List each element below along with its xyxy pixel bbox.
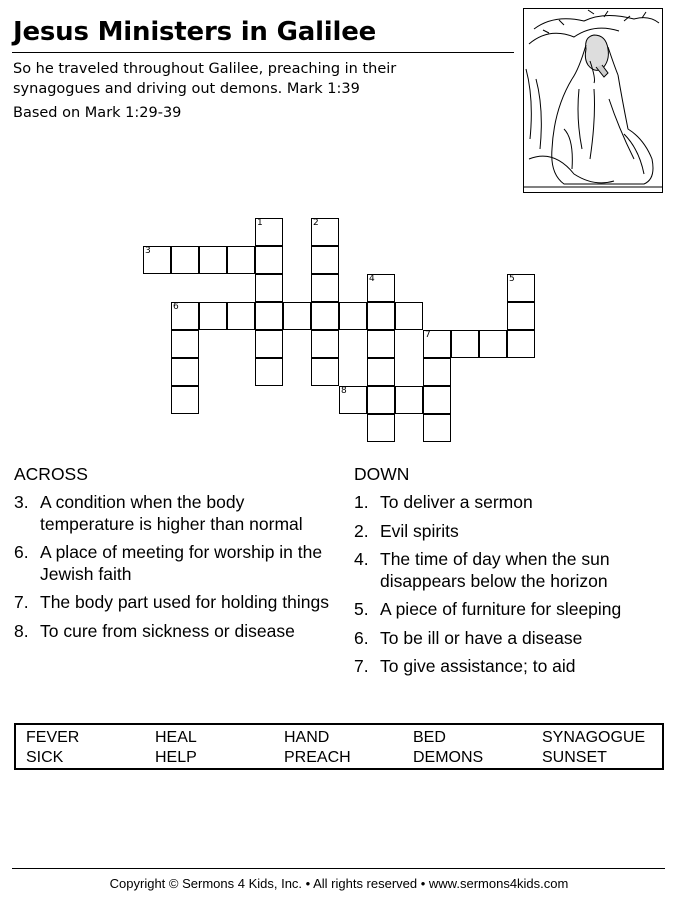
crossword-cell[interactable] (171, 302, 199, 330)
word-bank-item: DEMONS (413, 749, 484, 766)
clue-text: A place of meeting for worship in the Jewish faith (40, 542, 323, 584)
across-clue-list (14, 492, 334, 649)
crossword-cell[interactable] (283, 302, 311, 330)
clue-text: To deliver a sermon (380, 492, 533, 512)
crossword-cell[interactable] (227, 246, 255, 274)
crossword-cell[interactable] (255, 302, 283, 330)
crossword-cell[interactable] (367, 274, 395, 302)
crossword-cell[interactable] (423, 414, 451, 442)
word-bank-item: BED (413, 729, 446, 746)
across-heading: ACROSS (14, 464, 88, 484)
crossword-cell[interactable] (423, 330, 451, 358)
clue-number: 1 (257, 218, 263, 228)
crossword-cell[interactable] (311, 302, 339, 330)
copyright-footer: Copyright © Sermons 4 Kids, Inc. • All rights reserved • www.sermons4kids.com (109, 876, 569, 891)
down-clue (354, 599, 664, 621)
crossword-cell[interactable] (367, 414, 395, 442)
word-bank-item: HELP (155, 749, 197, 766)
crossword-cell[interactable] (199, 246, 227, 274)
clue-text: A piece of furniture for sleeping (380, 599, 622, 619)
word-bank-item: FEVER (26, 729, 80, 746)
down-clue (354, 492, 664, 514)
clue-num: 8. (14, 620, 29, 641)
clue-number: 3 (145, 246, 151, 256)
word-bank-item: HEAL (155, 729, 197, 746)
crossword-cell[interactable] (339, 302, 367, 330)
clue-text: The time of day when the sun disappears below the horizon (380, 549, 610, 591)
crossword-cell[interactable] (507, 330, 535, 358)
clue-number: 8 (341, 386, 347, 396)
crossword-cell[interactable] (311, 274, 339, 302)
page-title: Jesus Ministers in Galilee (13, 17, 377, 47)
clue-text: To cure from sickness or disease (40, 620, 295, 641)
crossword-cell[interactable] (507, 274, 535, 302)
crossword-cell[interactable] (367, 302, 395, 330)
clue-text: Evil spirits (380, 520, 459, 541)
clue-num: 1. (354, 492, 369, 512)
clue-num: 4. (354, 549, 369, 569)
crossword-cell[interactable] (423, 386, 451, 414)
crossword-cell[interactable] (507, 302, 535, 330)
clue-num: 6. (354, 627, 369, 648)
crossword-cell[interactable] (171, 330, 199, 358)
down-heading: DOWN (354, 464, 410, 484)
word-bank-item: SYNAGOGUE (542, 729, 646, 746)
clue-text: To be ill or have a disease (380, 627, 583, 648)
clue-num: 7. (354, 656, 369, 676)
crossword-cell[interactable] (255, 358, 283, 386)
crossword-cell[interactable] (479, 330, 507, 358)
clue-text: To give assistance; to aid (380, 656, 576, 676)
crossword-cell[interactable] (227, 302, 255, 330)
crossword-cell[interactable] (171, 246, 199, 274)
crossword-cell[interactable] (311, 330, 339, 358)
word-bank-item: PREACH (284, 749, 351, 766)
crossword-cell[interactable] (395, 302, 423, 330)
clue-number: 7 (425, 330, 431, 340)
crossword-cell[interactable] (339, 386, 367, 414)
crossword-cell[interactable] (171, 358, 199, 386)
clue-text: A condition when the body temperature is higher than normal (40, 492, 303, 534)
crossword-cell[interactable] (311, 246, 339, 274)
word-bank-item: SICK (26, 749, 64, 766)
crossword-cell[interactable] (367, 358, 395, 386)
clue-number: 2 (313, 218, 319, 228)
clue-num: 5. (354, 599, 369, 619)
clue-number: 6 (173, 302, 179, 312)
crossword-cell[interactable] (451, 330, 479, 358)
crossword-cell[interactable] (311, 218, 339, 246)
word-bank-item: HAND (284, 729, 330, 746)
clue-num: 7. (14, 592, 29, 612)
down-clue (354, 521, 664, 543)
down-clue (354, 656, 664, 678)
crossword-cell[interactable] (171, 386, 199, 414)
across-clue (14, 492, 334, 535)
down-clue (354, 628, 664, 650)
down-clue-list (354, 492, 664, 685)
clue-num: 6. (14, 542, 29, 562)
crossword-cell[interactable] (367, 330, 395, 358)
crossword-cell[interactable] (423, 358, 451, 386)
clue-num: 2. (354, 520, 369, 541)
clue-num: 3. (14, 492, 29, 512)
down-clue (354, 549, 664, 592)
crossword-cell[interactable] (255, 330, 283, 358)
scripture-verse: So he traveled throughout Galilee, preaching in their synagogues and driving out demons. Mark 1:39 (13, 61, 397, 97)
across-clue (14, 592, 334, 614)
crossword-cell[interactable] (395, 386, 423, 414)
clue-number: 5 (509, 274, 515, 284)
crossword-cell[interactable] (255, 246, 283, 274)
crossword-cell[interactable] (255, 274, 283, 302)
crossword-cell[interactable] (367, 386, 395, 414)
crossword-cell[interactable] (311, 358, 339, 386)
footer-divider (12, 868, 665, 869)
crossword-cell[interactable] (199, 302, 227, 330)
clue-text: The body part used for holding things (40, 592, 329, 612)
across-clue (14, 621, 334, 643)
crossword-cell[interactable] (255, 218, 283, 246)
word-bank-item: SUNSET (542, 749, 607, 766)
across-clue (14, 542, 334, 585)
crossword-cell[interactable] (143, 246, 171, 274)
word-bank (14, 723, 664, 770)
scripture-reference: Based on Mark 1:29-39 (13, 105, 182, 121)
clue-number: 4 (369, 274, 375, 284)
